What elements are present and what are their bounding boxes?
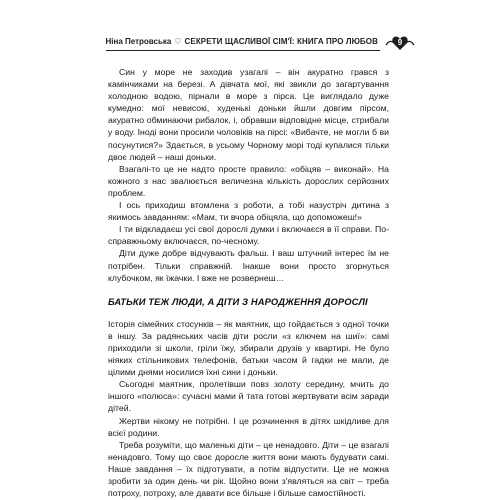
- section-heading: БАТЬКИ ТЕЖ ЛЮДИ, А ДІТИ З НАРОДЖЕННЯ ДОРОСЛІ: [108, 295, 368, 307]
- paragraph: Треба розуміти, що маленькі діти – це ненадовго. Діти – це взагалі ненадовго. Тому що своє доросле життя вони мають будувати самі. Наше завдання – їх підготувати, а потім відпустити. Це не можна зробити за один день чи рік. Щойно вони з'являться на світ – треба потроху, потроху, але давати все більше і більше самостійності.: [108, 439, 389, 499]
- header-book-title: СЕКРЕТИ ЩАСЛИВОЇ СІМ'Ї: КНИГА ПРО ЛЮБОВ: [184, 37, 378, 46]
- paragraph: І ти відкладаєш усі свої дорослі думки і включаєся в її справи. По-справжньому включаєся, по-чесному.: [108, 224, 389, 247]
- header-author: Ніна Петровська: [105, 37, 172, 46]
- running-header: [86, 33, 416, 51]
- heart-icon: ♡: [174, 37, 182, 46]
- paragraph: Жертви нікому не потрібні. І це розчинення в дітях шкідливе для всієї родини.: [108, 415, 389, 438]
- paragraph: Історія сімейних стосунків – як маятник, що гойдається з одної точки в іншу. За радянських часів діти росли «з ключем на шиї»: самі приходили зі школи, гріли їжу, збирали друзів у квартирі. Не було ніяких стільникових телефонів, батьки часом й гадки не мали, де цілими днями носилися їхні сини і доньки.: [108, 318, 389, 378]
- page-number: 9: [397, 37, 403, 47]
- page-number-badge: [384, 33, 416, 51]
- paragraph: І ось приходиш втомлена з роботи, а тобі назустріч дитина з якимось завданням: «Мам, ти вчора обіцяла, що допоможеш!»: [108, 200, 389, 223]
- header-bar: [106, 34, 380, 51]
- page-body: [108, 66, 389, 499]
- paragraph: Взагалі-то це не надто просте правило: «обіцяв – виконай». На кожного з нас звалюється величезна кількість дорослих серйозних проблем.: [108, 163, 389, 198]
- paragraph: Сьогодні маятник, пролетівши повз золоту середину, мчить до іншого «полюса»: сучасні мами й тата готові жертвувати всім заради дітей.: [108, 379, 389, 414]
- paragraph: Діти дуже добре відчувають фальш. І ваш штучний інтерес їм не потрібен. Тільки справжній. Інакше вони просто згорнуться клубочком, як їжачки. І вже не розвернеш…: [108, 248, 389, 283]
- paragraph: Син у море не заходив узагалі – він акуратно грався з камінчиками на березі. А дівчата мої, які звикли до загартування холодною водою, пірнали в море з пірса. Це виглядало дуже кумедно: мої невисокі, худенькі доньки йшли довгим пірсом, акуратно обминаючи рибалок, і, обравши відповідне місце, стрибали у воду. Іноді вони просили чоловіків на пірсі: «Вибачте, не могли б ви посунутися?» Здається, в усьому Чорному морі тоді купалися тільки двоє людей – наші доньки.: [108, 67, 389, 162]
